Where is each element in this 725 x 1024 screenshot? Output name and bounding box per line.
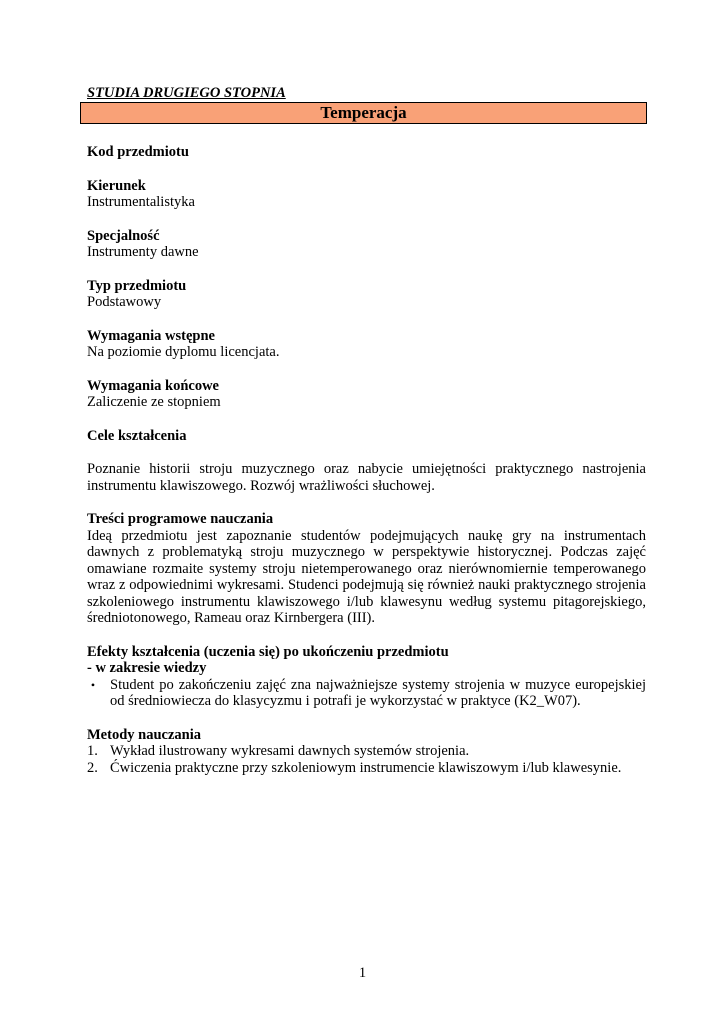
course-title: Temperacja xyxy=(80,102,647,124)
outcomes-heading: Efekty kształcenia (uczenia się) po ukończeniu przedmiotu xyxy=(87,643,449,660)
methods-list xyxy=(87,743,646,776)
bullet-icon: • xyxy=(90,677,96,692)
field-value: Instrumenty dawne xyxy=(87,244,199,260)
field-label: Specjalność xyxy=(87,227,160,244)
field-value: Instrumentalistyka xyxy=(87,194,195,210)
outcomes-list xyxy=(87,677,646,710)
field-label: Kod przedmiotu xyxy=(87,144,189,160)
field-value: Zaliczenie ze stopniem xyxy=(87,394,221,410)
field-label: Wymagania wstępne xyxy=(87,327,215,344)
list-number: 1. xyxy=(87,743,98,759)
field-label: Typ przedmiotu xyxy=(87,277,187,294)
program-level: STUDIA DRUGIEGO STOPNIA xyxy=(87,85,286,101)
goals-section xyxy=(87,428,646,495)
page-number: 1 xyxy=(358,965,367,981)
list-item xyxy=(87,743,646,760)
list-number: 2. xyxy=(87,759,98,776)
field-prerequisites xyxy=(87,328,646,361)
outcomes-subheading: - w zakresie wiedzy xyxy=(87,660,207,676)
field-value: Na poziomie dyplomu licencjata. xyxy=(87,344,280,360)
list-item-text: Student po zakończeniu zajęć zna najważniejsze systemy strojenia w muzyce europejskiej od średniowiecza do klasycyzmu i potrafi je wykorzystać w praktyce (K2_W07). xyxy=(110,676,646,709)
list-item-text: Wykład ilustrowany wykresami dawnych systemów strojenia. xyxy=(110,743,470,759)
field-label: Kierunek xyxy=(87,177,146,194)
outcomes-section xyxy=(87,644,646,710)
field-final-requirements xyxy=(87,378,646,411)
methods-heading: Metody nauczania xyxy=(87,726,201,743)
document-page xyxy=(87,85,646,776)
content-heading: Treści programowe nauczania xyxy=(87,511,274,527)
field-course-code xyxy=(87,144,646,161)
field-specialty xyxy=(87,228,646,261)
field-value: Podstawowy xyxy=(87,294,162,310)
goals-heading: Cele kształcenia xyxy=(87,427,187,444)
field-direction xyxy=(87,178,646,211)
content-section xyxy=(87,511,646,627)
field-course-type xyxy=(87,278,646,311)
list-item xyxy=(87,677,646,710)
content-text: Ideą przedmiotu jest zapoznanie studentów podejmujących naukę gry na instrumentach dawnych z problematyką stroju muzycznego w perspektywie historycznej. Podczas zajęć omawiane rozmaite systemy stroju nietemperowanego oraz nierównomiernie temperowanego wraz z odpowiednimi wykresami. Studenci podejmują się również nauki praktycznego strojenia szkoleniowego instrumentu klawiszowego i/lub klawesynu według systemu pitagorejskiego, średniotonowego, Rameau oraz Kirnbergera (III). xyxy=(87,527,646,626)
list-item-text: Ćwiczenia praktyczne przy szkoleniowym instrumencie klawiszowym i/lub klawesynie. xyxy=(110,759,622,776)
field-label: Wymagania końcowe xyxy=(87,377,219,394)
methods-section xyxy=(87,727,646,777)
list-item xyxy=(87,760,646,777)
goals-text: Poznanie historii stroju muzycznego oraz nabycie umiejętności praktycznego nastrojenia instrumentu klawiszowego. Rozwój wrażliwości słuchowej. xyxy=(87,461,646,494)
